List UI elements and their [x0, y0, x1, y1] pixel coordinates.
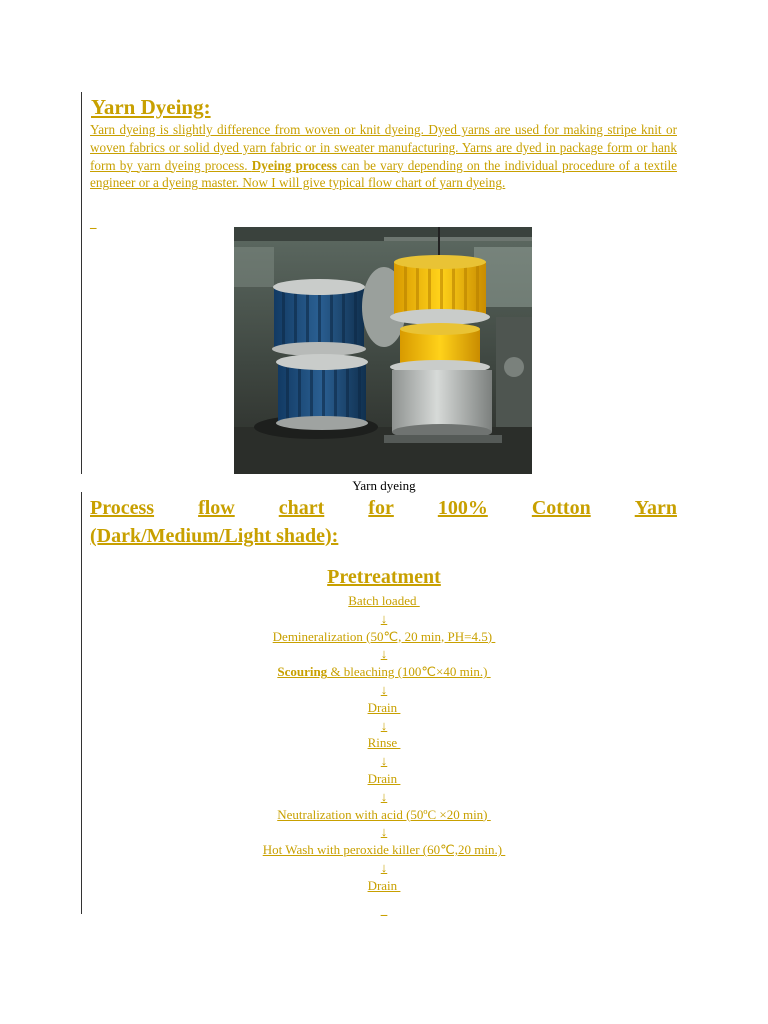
flow-step[interactable]: Rinse	[367, 735, 401, 751]
heading-word-7[interactable]: Yarn	[634, 497, 677, 519]
heading-word-5[interactable]: 100%	[437, 497, 488, 519]
yarn-dyeing-photo	[234, 227, 532, 474]
heading-word-4[interactable]: for	[368, 497, 394, 519]
down-arrow-icon: ↓	[380, 646, 388, 662]
down-arrow-icon: ↓	[380, 610, 388, 626]
flow-step[interactable]: Drain	[367, 877, 401, 893]
intro-text-2[interactable]: can be vary depending on the individual procedure of a textile engineer or a dyeing master. Now I will give typical flow chart of yarn dyeing.	[90, 157, 677, 191]
heading-word-1[interactable]: Process	[90, 497, 155, 519]
flow-step[interactable]: Drain	[367, 699, 401, 715]
flow-step[interactable]: Scouring & bleaching (100℃×40 min.)	[277, 664, 491, 680]
pretreatment-heading[interactable]: Pretreatment	[327, 566, 441, 588]
heading-line-2[interactable]: (Dark/Medium/Light shade):	[90, 525, 339, 547]
section-heading[interactable]	[90, 494, 677, 550]
heading-word-6[interactable]: Cotton	[531, 497, 591, 519]
page-title: Yarn Dyeing:	[91, 95, 211, 119]
down-arrow-icon: ↓	[380, 788, 388, 804]
heading-word-3[interactable]: chart	[278, 497, 325, 519]
heading-word-2[interactable]: flow	[198, 497, 235, 519]
flow-step[interactable]: Demineralization (50℃, 20 min, PH=4.5)	[272, 628, 496, 644]
down-arrow-icon: ↓	[380, 717, 388, 733]
flow-chart	[0, 592, 768, 895]
dyeing-process-link[interactable]: Dyeing process	[251, 157, 337, 173]
image-caption: Yarn dyeing	[352, 478, 416, 493]
intro-text-1[interactable]: Yarn dyeing is slightly difference from woven or knit dyeing. Dyed yarns are used for making stripe knit or woven fabrics or solid dyed yarn fabric or in sweater manufacturing. Yarns are dyed in package form or hank form by yarn dyeing process.	[90, 122, 677, 173]
down-arrow-icon: ↓	[380, 681, 388, 697]
down-arrow-icon: ↓	[380, 859, 388, 875]
down-arrow-icon: ↓	[380, 824, 388, 840]
blank-link[interactable]: _	[90, 215, 97, 230]
flow-step[interactable]: Hot Wash with peroxide killer (60℃,20 min.)	[262, 842, 506, 858]
flow-step[interactable]: Batch loaded	[348, 593, 420, 608]
left-margin-rule-top	[81, 92, 82, 474]
flow-step[interactable]: Neutralization with acid (50ºC ×20 min)	[277, 806, 491, 822]
down-arrow-icon: ↓	[380, 753, 388, 769]
intro-paragraph[interactable]	[90, 121, 677, 192]
trailing-blank-link[interactable]: _	[380, 902, 388, 917]
scouring-link[interactable]: Scouring	[277, 664, 328, 680]
flow-step[interactable]: Drain	[367, 770, 401, 786]
